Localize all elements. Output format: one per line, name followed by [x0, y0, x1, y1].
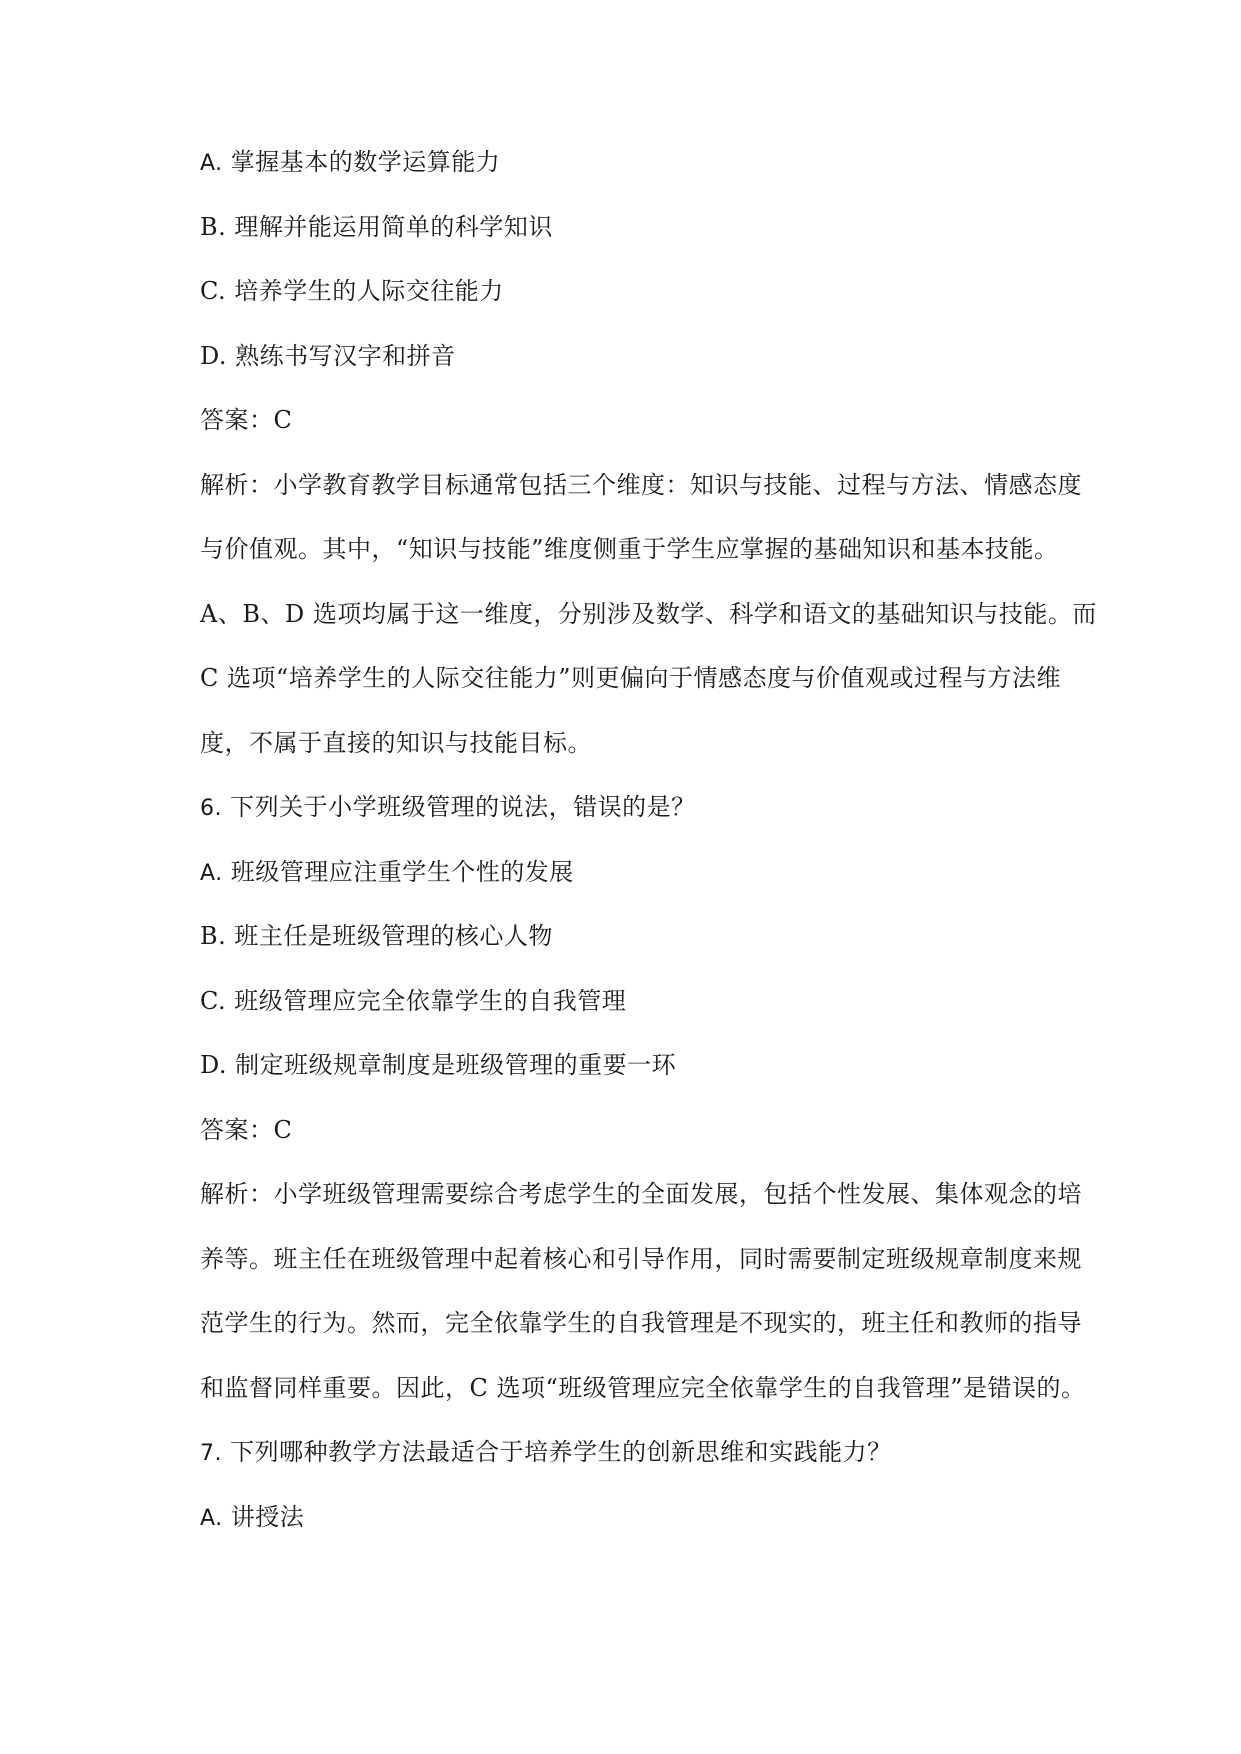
- option-text: 培养学生的人际交往能力: [234, 277, 504, 305]
- q5-analysis-line-3: A、B、D 选项均属于这一维度，分别涉及数学、科学和语文的基础知识与技能。而: [200, 599, 1097, 628]
- document-page: [200, 142, 1097, 1561]
- option-letter: C.: [200, 277, 227, 305]
- q7-question: [200, 1432, 1090, 1497]
- option-text: 班主任是班级管理的核心人物: [234, 922, 553, 950]
- option-text: 制定班级规章制度是班级管理的重要一环: [235, 1051, 677, 1079]
- q5-answer: 答案：C: [200, 406, 293, 434]
- q7-option-a: [200, 1497, 1090, 1562]
- q5-analysis-line-1: 解析：小学教育教学目标通常包括三个维度：知识与技能、过程与方法、情感态度: [200, 470, 1082, 499]
- q5-option-c: [200, 271, 1090, 336]
- q6-option-c: [200, 981, 1090, 1046]
- q5-analysis-line-5: 度，不属于直接的知识与技能目标。: [200, 728, 592, 757]
- q5-option-d: [200, 336, 1090, 401]
- option-text: 理解并能运用简单的科学知识: [234, 212, 553, 241]
- q5-analysis-line-2: 与价值观。其中，“知识与技能”维度侧重于学生应掌握的基础知识和基本技能。: [200, 535, 1059, 563]
- option-text: 班级管理应完全依靠学生的自我管理: [234, 986, 627, 1015]
- q5-option-a: [200, 142, 1090, 207]
- option-letter: D.: [200, 1051, 228, 1079]
- option-letter: A.: [200, 1505, 223, 1531]
- q5-option-b: [200, 207, 1090, 272]
- option-letter: A.: [200, 151, 223, 176]
- q6-option-d: [200, 1045, 1090, 1110]
- question-number: 7.: [200, 1441, 222, 1466]
- option-letter: B.: [200, 212, 227, 241]
- option-letter: B.: [200, 922, 227, 950]
- option-text: 掌握基本的数学运算能力: [230, 148, 501, 176]
- option-text: 熟练书写汉字和拼音: [235, 341, 456, 370]
- question-text: 下列哪种教学方法最适合于培养学生的创新思维和实践能力？: [230, 1438, 892, 1466]
- option-text: 班级管理应注重学生个性的发展: [230, 857, 574, 886]
- q6-option-b: [200, 916, 1090, 981]
- q6-analysis-line-4: 和监督同样重要。因此，C 选项“班级管理应完全依靠学生的自我管理”是错误的。: [200, 1373, 1086, 1402]
- q6-analysis-line-2: 养等。班主任在班级管理中起着核心和引导作用，同时需要制定班级规章制度来规: [200, 1244, 1082, 1273]
- q6-answer: 答案：C: [200, 1115, 293, 1144]
- option-letter: C.: [200, 986, 227, 1015]
- q5-analysis-line-4: C 选项“培养学生的人际交往能力”则更偏向于情感态度与价值观或过程与方法维: [200, 664, 1062, 692]
- q6-option-a: [200, 852, 1090, 917]
- option-letter: A.: [200, 860, 223, 886]
- q6-question: [200, 787, 1090, 852]
- question-number: 6.: [200, 796, 222, 821]
- option-letter: D.: [200, 341, 228, 370]
- question-text: 下列关于小学班级管理的说法，错误的是？: [230, 793, 696, 821]
- q6-analysis-line-3: 范学生的行为。然而，完全依靠学生的自我管理是不现实的，班主任和教师的指导: [200, 1309, 1082, 1337]
- q6-analysis-line-1: 解析：小学班级管理需要综合考虑学生的全面发展，包括个性发展、集体观念的培: [200, 1180, 1082, 1208]
- option-text: 讲授法: [230, 1502, 305, 1531]
